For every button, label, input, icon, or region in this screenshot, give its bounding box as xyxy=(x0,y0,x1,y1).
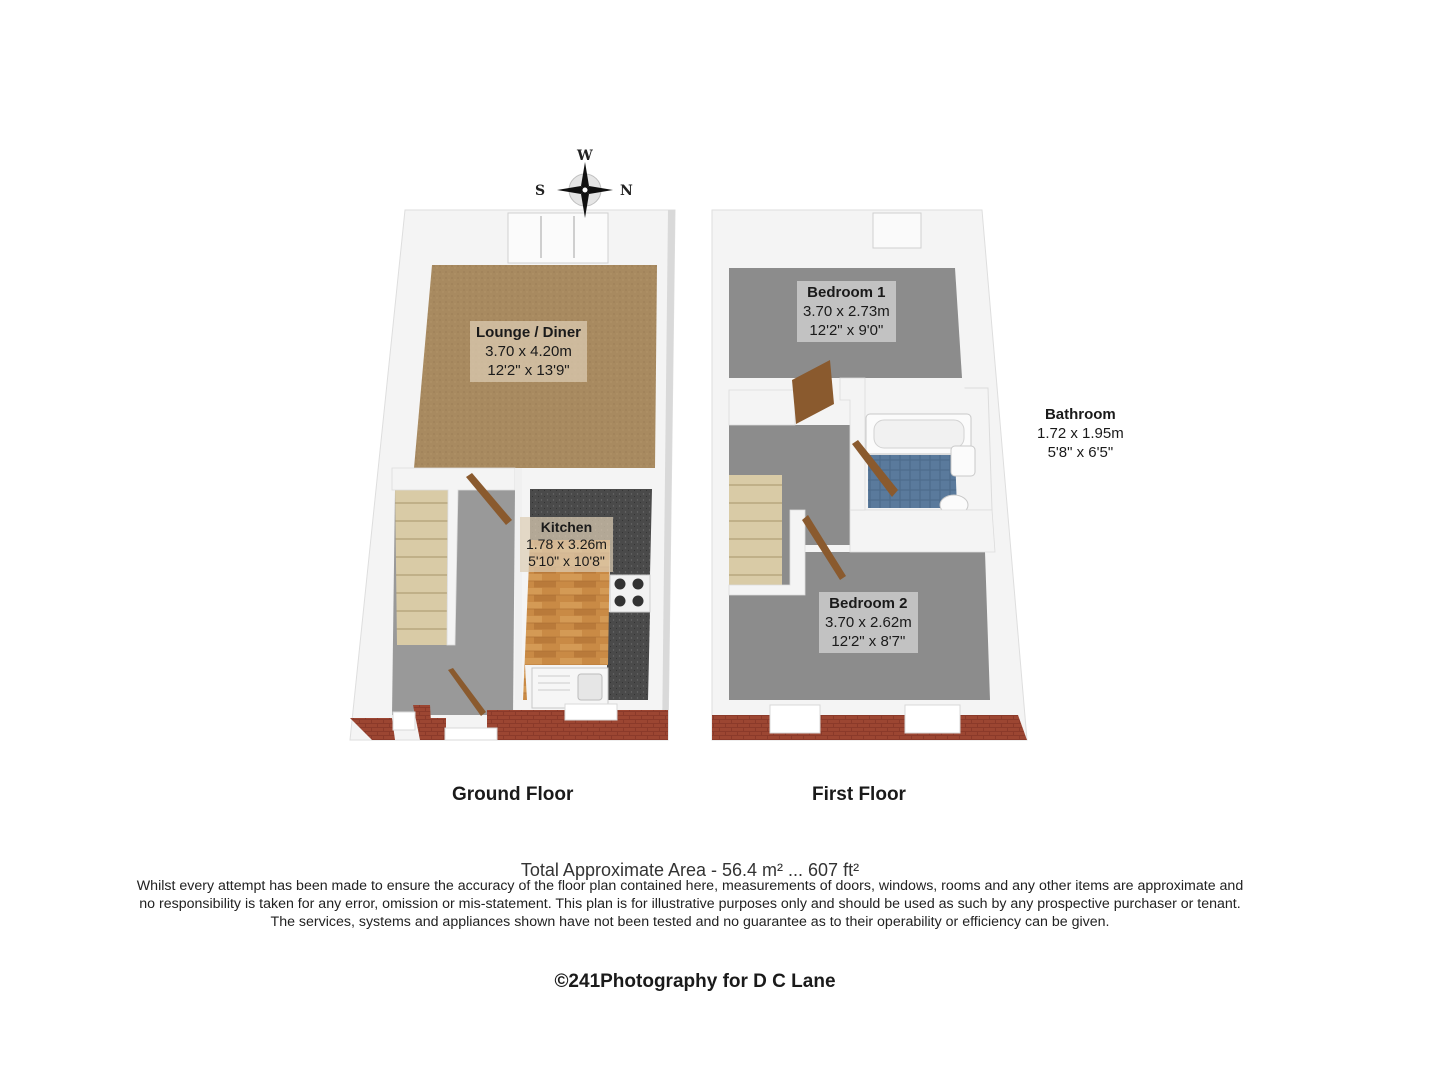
ground-floor-plan xyxy=(350,210,675,740)
room-label-bedroom-1 xyxy=(797,281,896,342)
bedroom-1-window xyxy=(873,213,921,248)
disclaimer-line: Whilst every attempt has been made to ensure the accuracy of the floor plan contained here, measurements of doors, windows, rooms and any other items are approximate and xyxy=(136,878,1244,894)
room-metric: 1.72 x 1.95m xyxy=(1037,425,1124,442)
patio-door xyxy=(508,213,608,263)
compass-north-label: N xyxy=(620,183,633,199)
total-area: Total Approximate Area - 56.4 m² ... 607 ft² xyxy=(520,860,860,880)
compass-west-label: W xyxy=(577,148,593,164)
room-label-bathroom xyxy=(1037,405,1124,462)
room-imperial: 12'2" x 13'9" xyxy=(487,362,570,379)
room-name: Lounge / Diner xyxy=(476,324,581,341)
first-floor-brick-base xyxy=(712,715,1027,740)
room-metric: 3.70 x 2.73m xyxy=(803,303,890,320)
kitchen-worktop-side xyxy=(607,612,650,700)
first-floor-stairs xyxy=(729,475,782,585)
room-imperial: 12'2" x 8'7" xyxy=(831,633,906,650)
room-name: Bathroom xyxy=(1044,406,1116,423)
room-imperial: 5'8" x 6'5" xyxy=(1047,444,1114,461)
ground-floor-title: Ground Floor xyxy=(452,784,574,805)
room-metric: 3.70 x 4.20m xyxy=(485,343,572,360)
room-metric: 1.78 x 3.26m xyxy=(526,536,607,552)
room-name: Bedroom 2 xyxy=(829,595,908,612)
room-name: Bedroom 1 xyxy=(807,284,886,301)
room-imperial: 5'10" x 10'8" xyxy=(528,553,605,569)
first-floor-title: First Floor xyxy=(812,784,906,805)
room-metric: 3.70 x 2.62m xyxy=(825,614,912,631)
disclaimer-line: The services, systems and appliances shown have not been tested and no guarantee as to their operability or efficiency can be given. xyxy=(270,914,1110,930)
room-label-lounge-diner xyxy=(470,321,587,382)
compass-south-label: S xyxy=(535,183,546,199)
hob xyxy=(610,575,650,612)
bathroom-plan xyxy=(853,388,992,515)
room-imperial: 12'2" x 9'0" xyxy=(809,322,884,339)
room-label-kitchen xyxy=(520,517,613,572)
room-label-bedroom-2 xyxy=(819,592,918,653)
photography-credit: ©241Photography for D C Lane xyxy=(554,971,836,992)
kitchen-sink xyxy=(532,668,608,708)
disclaimer-line: no responsibility is taken for any error, omission or mis-statement. This plan is for illustrative purposes only and should be used as such by any prospective purchaser or tenant. xyxy=(139,896,1241,912)
room-name: Kitchen xyxy=(540,519,593,535)
ground-floor-stairs xyxy=(395,483,454,645)
basin xyxy=(951,446,975,476)
disclaimer xyxy=(100,877,1280,931)
